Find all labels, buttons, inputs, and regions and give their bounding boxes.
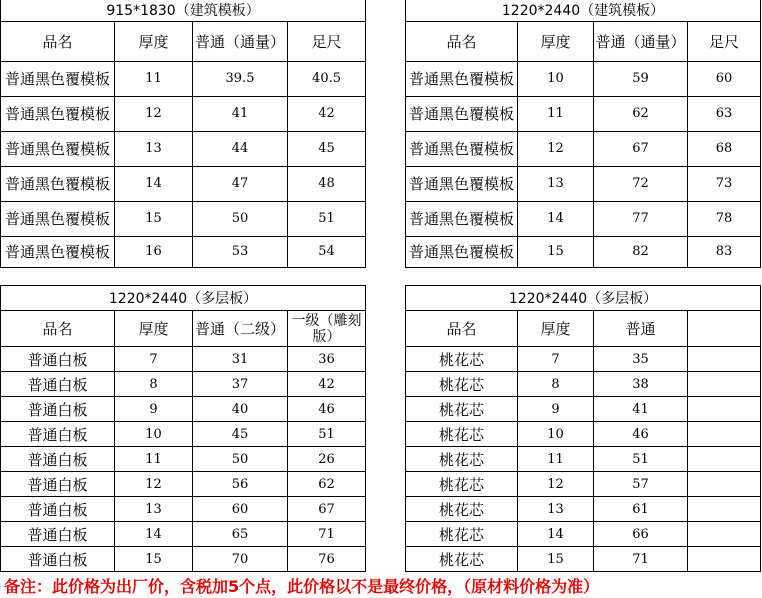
cell-product: 桃花芯 [406,372,518,397]
cell-empty [688,447,761,472]
cell-product: 桃花芯 [406,347,518,372]
table-row [406,347,761,372]
cell-price: 31 [193,347,288,372]
cell-price: 82 [594,236,688,267]
cell-price: 72 [594,166,688,201]
cell-product: 普通白板 [1,372,115,397]
cell-thickness: 11 [518,447,594,472]
cell-thickness: 12 [518,131,594,166]
cell-thickness: 12 [115,96,193,131]
col-header-name: 品名 [406,21,518,61]
table-row [1,372,366,397]
cell-thickness: 7 [115,347,193,372]
cell-thickness: 11 [115,61,193,96]
cell-thickness: 8 [518,372,594,397]
cell-product: 普通黑色覆模板 [1,96,115,131]
cell-thickness: 15 [518,547,594,572]
cell-price: 77 [594,201,688,236]
table-row [406,61,761,96]
cell-price: 40.5 [288,61,366,96]
cell-thickness: 14 [518,201,594,236]
table-row [406,397,761,422]
cell-price: 70 [193,547,288,572]
cell-product: 普通黑色覆模板 [1,166,115,201]
cell-thickness: 14 [518,522,594,547]
cell-empty [688,372,761,397]
cell-price: 57 [594,472,688,497]
table-row [1,131,366,166]
cell-price: 62 [288,472,366,497]
cell-thickness: 12 [518,472,594,497]
cell-product: 普通白板 [1,422,115,447]
col-header-thickness: 厚度 [518,21,594,61]
cell-price: 41 [193,96,288,131]
table-body [406,61,761,267]
cell-thickness: 15 [115,547,193,572]
cell-price: 83 [688,236,761,267]
cell-price: 68 [688,131,761,166]
cell-thickness: 10 [115,422,193,447]
table-row [406,131,761,166]
cell-product: 普通黑色覆模板 [406,96,518,131]
col-header-standard: 普通（通量） [594,21,688,61]
cell-price: 42 [288,372,366,397]
table-row [406,166,761,201]
cell-thickness: 9 [115,397,193,422]
cell-product: 普通黑色覆模板 [1,131,115,166]
cell-thickness: 15 [518,236,594,267]
table-row [1,236,366,267]
cell-price: 65 [193,522,288,547]
cell-price: 50 [193,447,288,472]
cell-product: 普通白板 [1,472,115,497]
cell-product: 桃花芯 [406,472,518,497]
table-1220-plywood-peach [405,285,760,572]
cell-thickness: 10 [518,422,594,447]
cell-price: 46 [288,397,366,422]
cell-product: 普通黑色覆模板 [406,131,518,166]
cell-empty [688,547,761,572]
table-row [406,522,761,547]
table-row [1,166,366,201]
cell-price: 61 [594,497,688,522]
table-row [1,96,366,131]
table-row [1,201,366,236]
cell-price: 66 [594,522,688,547]
cell-price: 35 [594,347,688,372]
table-row [1,447,366,472]
cell-price: 51 [288,201,366,236]
cell-product: 普通黑色覆模板 [1,201,115,236]
cell-empty [688,522,761,547]
cell-product: 普通黑色覆模板 [406,61,518,96]
table-row [406,236,761,267]
cell-empty [688,472,761,497]
cell-price: 73 [688,166,761,201]
cell-product: 桃花芯 [406,422,518,447]
cell-thickness: 11 [115,447,193,472]
cell-product: 普通白板 [1,447,115,472]
cell-price: 48 [288,166,366,201]
price-disclaimer-note: 备注：此价格为出厂价，含税加5个点，此价格以不是最终价格，（原材料价格为准） [4,577,600,596]
table-row [406,547,761,572]
cell-price: 47 [193,166,288,201]
cell-thickness: 15 [115,201,193,236]
cell-empty [688,347,761,372]
cell-price: 26 [288,447,366,472]
col-header-name: 品名 [406,311,518,347]
cell-empty [688,397,761,422]
cell-product: 普通白板 [1,522,115,547]
cell-price: 56 [193,472,288,497]
cell-price: 67 [594,131,688,166]
cell-price: 45 [193,422,288,447]
table-row [1,347,366,372]
cell-product: 普通白板 [1,547,115,572]
table-row [1,522,366,547]
table-row [406,497,761,522]
table-row [406,96,761,131]
table-row [406,201,761,236]
cell-price: 60 [193,497,288,522]
cell-thickness: 7 [518,347,594,372]
table-body [1,347,366,572]
cell-product: 普通黑色覆模板 [406,201,518,236]
cell-price: 41 [594,397,688,422]
cell-price: 40 [193,397,288,422]
col-header-full-size: 足尺 [688,21,761,61]
cell-thickness: 9 [518,397,594,422]
cell-price: 59 [594,61,688,96]
cell-price: 60 [688,61,761,96]
cell-thickness: 14 [115,166,193,201]
cell-price: 42 [288,96,366,131]
cell-product: 桃花芯 [406,547,518,572]
col-header-thickness: 厚度 [115,311,193,347]
cell-price: 46 [594,422,688,447]
table-title: 1220*2440（多层板） [1,286,366,311]
table-row [406,472,761,497]
cell-price: 53 [193,236,288,267]
table-915-building-formwork [0,0,365,268]
cell-product: 普通白板 [1,397,115,422]
table-title: 1220*2440（建筑模板） [406,0,761,21]
cell-price: 44 [193,131,288,166]
cell-price: 62 [594,96,688,131]
table-row [1,397,366,422]
cell-product: 普通黑色覆模板 [1,236,115,267]
cell-product: 普通黑色覆模板 [406,166,518,201]
cell-thickness: 10 [518,61,594,96]
cell-thickness: 12 [115,472,193,497]
cell-price: 63 [688,96,761,131]
cell-price: 38 [594,372,688,397]
col-header-name: 品名 [1,311,115,347]
cell-price: 45 [288,131,366,166]
cell-price: 37 [193,372,288,397]
cell-price: 39.5 [193,61,288,96]
cell-price: 78 [688,201,761,236]
cell-thickness: 13 [518,497,594,522]
cell-price: 51 [594,447,688,472]
table-1220-building-formwork [405,0,760,268]
cell-product: 桃花芯 [406,397,518,422]
table-body [406,347,761,572]
col-header-standard: 普通 [594,311,688,347]
table-row [406,422,761,447]
cell-product: 普通白板 [1,497,115,522]
cell-price: 54 [288,236,366,267]
table-title: 915*1830（建筑模板） [1,0,366,21]
table-row [1,497,366,522]
cell-price: 50 [193,201,288,236]
col-header-full-size: 足尺 [288,21,366,61]
col-header-standard: 普通（通量） [193,21,288,61]
cell-price: 71 [288,522,366,547]
col-header-name: 品名 [1,21,115,61]
table-1220-plywood-white [0,285,365,572]
cell-price: 76 [288,547,366,572]
table-row [406,447,761,472]
cell-product: 普通黑色覆模板 [1,61,115,96]
col-header-empty [688,311,761,347]
cell-price: 67 [288,497,366,522]
cell-thickness: 14 [115,522,193,547]
col-header-thickness: 厚度 [518,311,594,347]
cell-product: 桃花芯 [406,447,518,472]
cell-product: 普通黑色覆模板 [406,236,518,267]
cell-product: 普通白板 [1,347,115,372]
cell-thickness: 13 [115,497,193,522]
table-row [1,422,366,447]
cell-empty [688,422,761,447]
table-row [406,372,761,397]
table-title: 1220*2440（多层板） [406,286,761,311]
cell-product: 桃花芯 [406,522,518,547]
cell-price: 36 [288,347,366,372]
table-row [1,547,366,572]
table-row [1,61,366,96]
col-header-grade-one: 一级（雕刻版） [288,311,366,347]
cell-thickness: 13 [115,131,193,166]
col-header-grade-two: 普通（二级） [193,311,288,347]
cell-price: 71 [594,547,688,572]
cell-price: 51 [288,422,366,447]
cell-thickness: 8 [115,372,193,397]
table-row [1,472,366,497]
cell-thickness: 13 [518,166,594,201]
cell-thickness: 11 [518,96,594,131]
table-body [1,61,366,267]
cell-thickness: 16 [115,236,193,267]
col-header-thickness: 厚度 [115,21,193,61]
cell-empty [688,497,761,522]
cell-product: 桃花芯 [406,497,518,522]
